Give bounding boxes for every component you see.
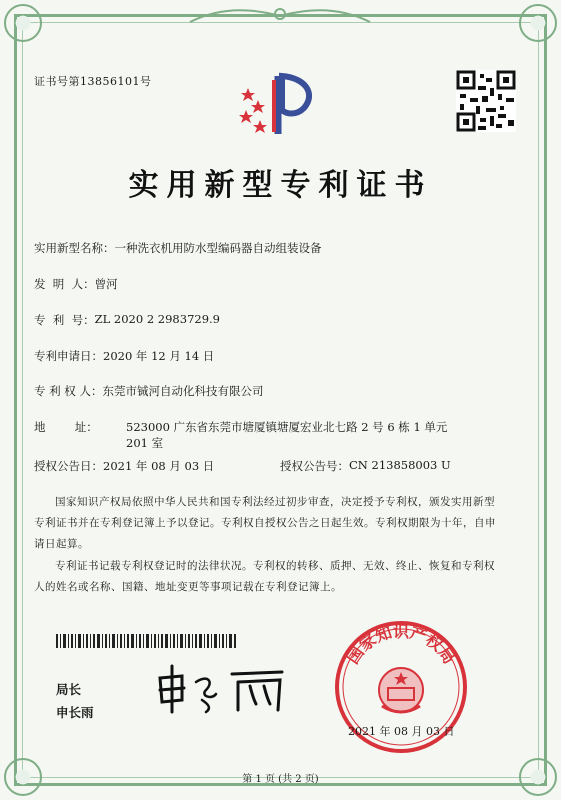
grant-statement-paragraph: 国家知识产权局依照中华人民共和国专利法经过初步审查，决定授予专利权，颁发实用新型专利证书并在专利登记簿上予以登记。专利权自授权公告之日起生效。专利权期限为十年，自申请日起算。	[34, 496, 496, 550]
address-label: 地 址：	[34, 420, 98, 434]
national-emblem-icon	[379, 668, 423, 712]
svg-text:国家知识产权局	[343, 622, 459, 667]
inventor-row	[34, 276, 118, 292]
certificate-number: 证书号第13856101号	[34, 75, 152, 88]
filing-date-value: 2020 年 12 月 14 日	[103, 349, 215, 363]
barcode	[56, 634, 236, 648]
patent-number-value: ZL 2020 2 2983729.9	[94, 312, 220, 326]
seal-date: 2021 年 08 月 03 日	[348, 725, 455, 738]
patent-number-row	[34, 312, 220, 328]
top-ornament	[180, 2, 380, 28]
certificate-title: 实用新型专利证书	[128, 168, 433, 203]
legal-status-paragraph: 专利证书记载专利权登记时的法律状况。专利权的转移、质押、无效、终止、恢复和专利权人的姓名或名称、国籍、地址变更等事项记载在专利登记簿上。	[34, 560, 495, 593]
utility-model-name-label: 实用新型名称：	[34, 241, 115, 255]
corner-ornament-top-right	[519, 4, 557, 42]
filing-date-label: 专利申请日：	[34, 349, 103, 363]
address-value-line-2: 201 室	[126, 436, 164, 450]
grant-date-value: 2021 年 08 月 03 日	[103, 459, 215, 473]
grant-number-row	[280, 458, 451, 474]
seal-text: 国家知识产权局	[343, 621, 459, 668]
grant-date-label: 授权公告日：	[34, 459, 103, 473]
filing-date-row	[34, 348, 214, 364]
grant-date-row	[34, 458, 214, 474]
handwritten-signature	[152, 660, 292, 716]
address-row	[34, 419, 447, 435]
grant-number-value: CN 213858003 U	[349, 458, 451, 472]
utility-model-name-row	[34, 240, 322, 256]
cnipa-logo-icon	[234, 70, 322, 142]
director-title: 局长	[56, 682, 82, 697]
inventor-value: 曾河	[94, 277, 118, 291]
corner-ornament-top-left	[4, 4, 42, 42]
qr-code-icon	[456, 70, 516, 132]
inventor-label: 发 明 人：	[34, 277, 95, 291]
address-value-line-1: 523000 广东省东莞市塘厦镇塘厦宏业北七路 2 号 6 栋 1 单元	[126, 420, 448, 434]
utility-model-name-value: 一种洗衣机用防水型编码器自动组装设备	[114, 241, 322, 255]
director-name: 申长雨	[56, 705, 94, 720]
patentee-label: 专 利 权 人：	[34, 384, 103, 398]
patentee-row	[34, 383, 263, 399]
page-footer: 第 1 页 (共 2 页)	[242, 774, 319, 785]
patent-number-label: 专 利 号：	[34, 313, 95, 327]
grant-number-label: 授权公告号：	[280, 459, 349, 473]
patentee-value: 东莞市铖河自动化科技有限公司	[102, 384, 264, 398]
address-row-continued	[126, 435, 163, 451]
